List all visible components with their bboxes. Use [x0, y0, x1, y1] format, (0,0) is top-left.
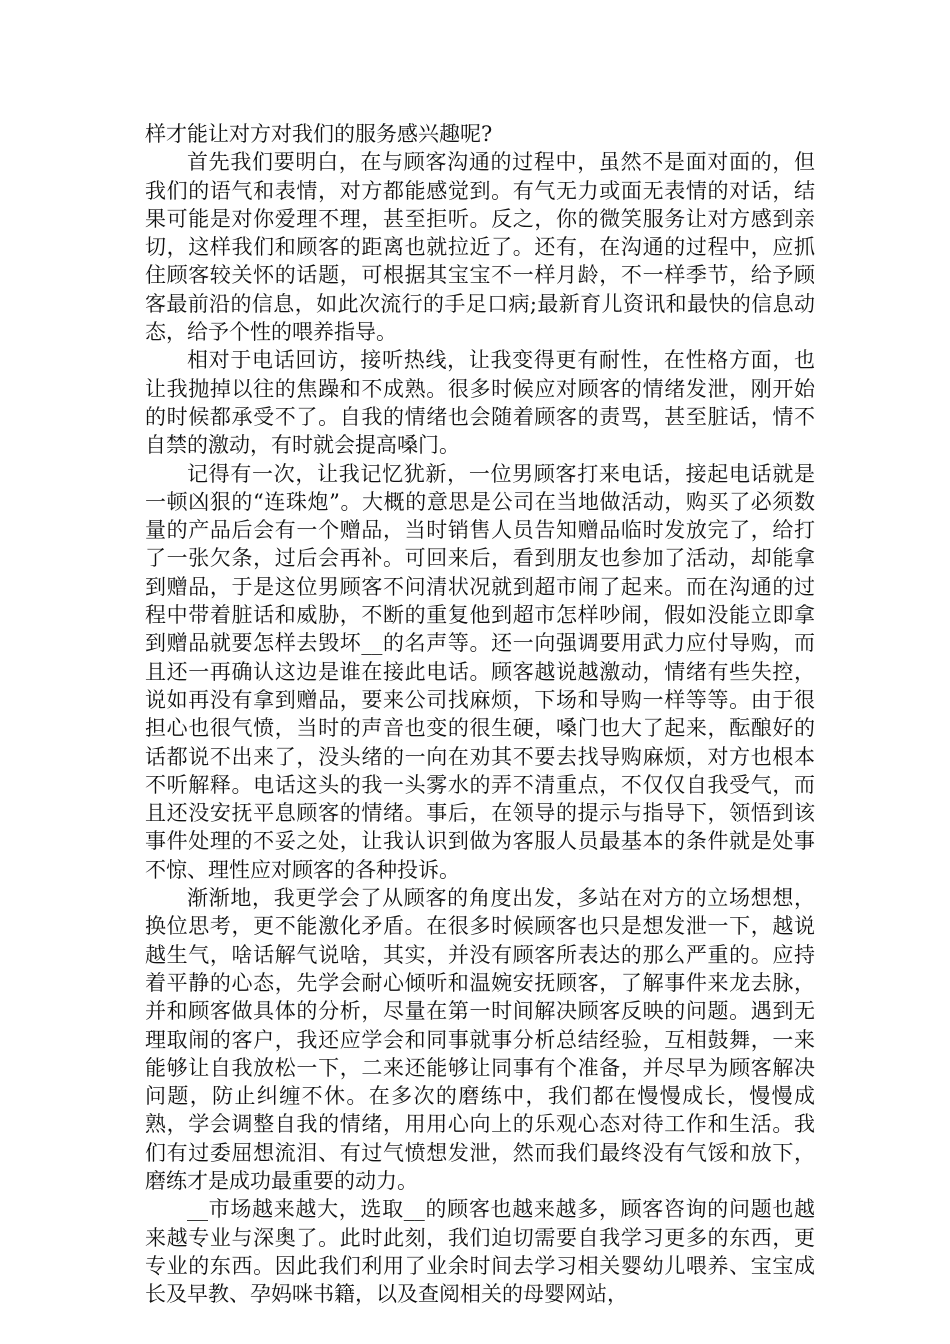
paragraph-empathy: 渐渐地，我更学会了从顾客的角度出发，多站在对方的立场想想，换位思考，更不能激化矛盾。在很多时候顾客也只是想发泄一下，越说越生气，啥话解气说啥，其实，并没有顾客所表达的那么严重的。应持着平静的心态，先学会耐心倾听和温婉安抚顾客，了解事件来龙去脉，并和顾客做具体的分析，尽量在第一时间解决顾客反映的问题。遇到无理取闹的客户，我还应学会和同事就事分析总结经验，互相鼓舞，一来能够让自我放松一下，二来还能够让同事有个准备，并尽早为顾客解决问题，防止纠缠不休。在多次的磨练中，我们都在慢慢成长，慢慢成熟，学会调整自我的情绪，用用心向上的乐观心态对待工作和生活。我们有过委屈想流泪、有过气愤想发泄，然而我们最终没有气馁和放下，磨练才是成功最重要的动力。 — [145, 886, 815, 1193]
paragraph-patience: 相对于电话回访，接听热线，让我变得更有耐性，在性格方面，也让我抛掉以往的焦躁和不成熟。很多时候应对顾客的情绪发泄，刚开始的时候都承受不了。自我的情绪也会随着顾客的责骂，甚至脏话，情不自禁的激动，有时就会提高嗓门。 — [145, 348, 815, 458]
document-body — [145, 120, 815, 1308]
paragraph-continuation: 样才能让对方对我们的服务感兴趣呢? — [145, 122, 493, 146]
paragraph-incident: 记得有一次，让我记忆犹新，一位男顾客打来电话，接起电话就是一顿凶狠的“连珠炮”。大概的意思是公司在当地做活动，购买了必须数量的产品后会有一个赠品，当时销售人员告知赠品临时发放完了，给打了一张欠条，过后会再补。可回来后，看到朋友也参加了活动，却能拿到赠品，于是这位男顾客不问清状况就到超市闹了起来。而在沟通的过程中带着脏话和威胁，不断的重复他到超市怎样吵闹，假如没能立即拿到赠品就要怎样去毁坏__的名声等。还一向强调要用武力应付导购，而且还一再确认这边是谁在接此电话。顾客越说越激动，情绪有些失控，说如再没有拿到赠品，要来公司找麻烦，下场和导购一样等等。由于很担心也很气愤，当时的声音也变的很生硬，嗓门也大了起来，酝酿好的话都说不出来了，没头绪的一向在劝其不要去找导购麻烦，对方也根本不听解释。电话这头的我一头雾水的弄不清重点，不仅仅自我受气，而且还没安抚平息顾客的情绪。事后，在领导的提示与指导下，领悟到该事件处理的不妥之处，让我认识到做为客服人员最基本的条件就是处事不惊、理性应对顾客的各种投诉。 — [145, 461, 815, 882]
paragraph-communication: 首先我们要明白，在与顾客沟通的过程中，虽然不是面对面的，但我们的语气和表情，对方都能感觉到。有气无力或面无表情的对话，结果可能是对你爱理不理，甚至拒听。反之，你的微笑服务让对方感到亲切，这样我们和顾客的距离也就拉近了。还有，在沟通的过程中，应抓住顾客较关怀的话题，可根据其宝宝不一样月龄，不一样季节，给予顾客最前沿的信息，如此次流行的手足口病;最新育儿资讯和最快的信息动态，给予个性的喂养指导。 — [145, 150, 815, 345]
paragraph-learning: __市场越来越大，选取__的顾客也越来越多，顾客咨询的问题也越来越专业与深奥了。此时此刻，我们迫切需要自我学习更多的东西，更专业的东西。因此我们利用了业余时间去学习相关婴幼儿喂养、宝宝成长及早教、孕妈咪书籍，以及查阅相关的母婴网站， — [145, 1197, 815, 1307]
